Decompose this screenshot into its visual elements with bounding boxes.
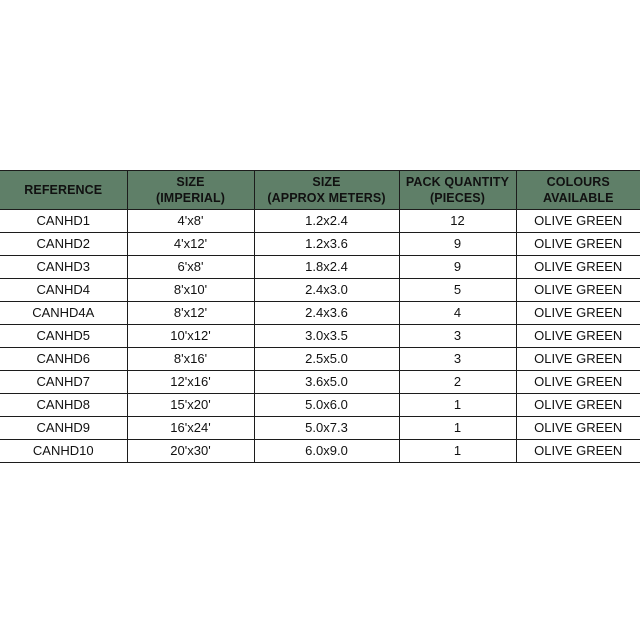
reference-cell: CANHD7: [0, 371, 127, 394]
reference-cell: CANHD2: [0, 233, 127, 256]
reference-cell: CANHD10: [0, 440, 127, 463]
size-meters-cell: 2.5x5.0: [254, 348, 399, 371]
header-line: (IMPERIAL): [155, 191, 226, 205]
reference-cell: CANHD9: [0, 417, 127, 440]
pack-quantity-cell: 5: [399, 279, 516, 302]
table-row: [0, 371, 640, 394]
pack-quantity-cell: 9: [399, 233, 516, 256]
pack-quantity-cell: 1: [399, 394, 516, 417]
size-meters-cell: 2.4x3.0: [254, 279, 399, 302]
column-header-reference: [0, 171, 127, 210]
size-imperial-cell: 6'x8': [127, 256, 254, 279]
header-line: REFERENCE: [24, 183, 103, 197]
colour-cell: OLIVE GREEN: [516, 279, 640, 302]
size-meters-cell: 1.2x2.4: [254, 210, 399, 233]
size-meters-cell: 3.6x5.0: [254, 371, 399, 394]
reference-cell: CANHD3: [0, 256, 127, 279]
size-imperial-cell: 10'x12': [127, 325, 254, 348]
column-header-size-meters: [254, 171, 399, 210]
reference-cell: CANHD8: [0, 394, 127, 417]
colour-cell: OLIVE GREEN: [516, 348, 640, 371]
size-imperial-cell: 15'x20': [127, 394, 254, 417]
pack-quantity-cell: 1: [399, 417, 516, 440]
colour-cell: OLIVE GREEN: [516, 210, 640, 233]
colour-cell: OLIVE GREEN: [516, 417, 640, 440]
pack-quantity-cell: 1: [399, 440, 516, 463]
header-line: (PIECES): [430, 191, 485, 205]
colour-cell: OLIVE GREEN: [516, 302, 640, 325]
pack-quantity-cell: 4: [399, 302, 516, 325]
size-imperial-cell: 4'x8': [127, 210, 254, 233]
product-spec-table: [0, 170, 640, 463]
pack-quantity-cell: 3: [399, 325, 516, 348]
colour-cell: OLIVE GREEN: [516, 256, 640, 279]
header-line: (APPROX METERS): [267, 191, 386, 205]
size-imperial-cell: 12'x16': [127, 371, 254, 394]
pack-quantity-cell: 12: [399, 210, 516, 233]
table-row: [0, 256, 640, 279]
header-line: AVAILABLE: [542, 191, 614, 205]
reference-cell: CANHD5: [0, 325, 127, 348]
size-imperial-cell: 8'x10': [127, 279, 254, 302]
pack-quantity-cell: 9: [399, 256, 516, 279]
table-body: [0, 210, 640, 463]
size-imperial-cell: 4'x12': [127, 233, 254, 256]
header-line: SIZE: [312, 175, 341, 189]
column-header-pack-quantity: [399, 171, 516, 210]
table-row: [0, 302, 640, 325]
colour-cell: OLIVE GREEN: [516, 325, 640, 348]
reference-cell: CANHD4: [0, 279, 127, 302]
colour-cell: OLIVE GREEN: [516, 440, 640, 463]
table-row: [0, 210, 640, 233]
table-row: [0, 325, 640, 348]
size-meters-cell: 1.8x2.4: [254, 256, 399, 279]
header-line: PACK QUANTITY: [405, 175, 510, 189]
size-meters-cell: 5.0x7.3: [254, 417, 399, 440]
size-meters-cell: 1.2x3.6: [254, 233, 399, 256]
column-header-size-imperial: [127, 171, 254, 210]
colour-cell: OLIVE GREEN: [516, 233, 640, 256]
colour-cell: OLIVE GREEN: [516, 371, 640, 394]
header-row: [0, 171, 640, 210]
column-header-colours: [516, 171, 640, 210]
size-meters-cell: 3.0x3.5: [254, 325, 399, 348]
table-row: [0, 348, 640, 371]
size-imperial-cell: 20'x30': [127, 440, 254, 463]
size-imperial-cell: 16'x24': [127, 417, 254, 440]
size-imperial-cell: 8'x12': [127, 302, 254, 325]
table-row: [0, 233, 640, 256]
colour-cell: OLIVE GREEN: [516, 394, 640, 417]
reference-cell: CANHD6: [0, 348, 127, 371]
size-meters-cell: 6.0x9.0: [254, 440, 399, 463]
size-meters-cell: 2.4x3.6: [254, 302, 399, 325]
reference-cell: CANHD4A: [0, 302, 127, 325]
pack-quantity-cell: 3: [399, 348, 516, 371]
pack-quantity-cell: 2: [399, 371, 516, 394]
size-imperial-cell: 8'x16': [127, 348, 254, 371]
table-row: [0, 440, 640, 463]
table-row: [0, 279, 640, 302]
table-row: [0, 417, 640, 440]
header-line: SIZE: [176, 175, 205, 189]
table-header: [0, 171, 640, 210]
header-line: COLOURS: [546, 175, 610, 189]
reference-cell: CANHD1: [0, 210, 127, 233]
size-meters-cell: 5.0x6.0: [254, 394, 399, 417]
table-row: [0, 394, 640, 417]
